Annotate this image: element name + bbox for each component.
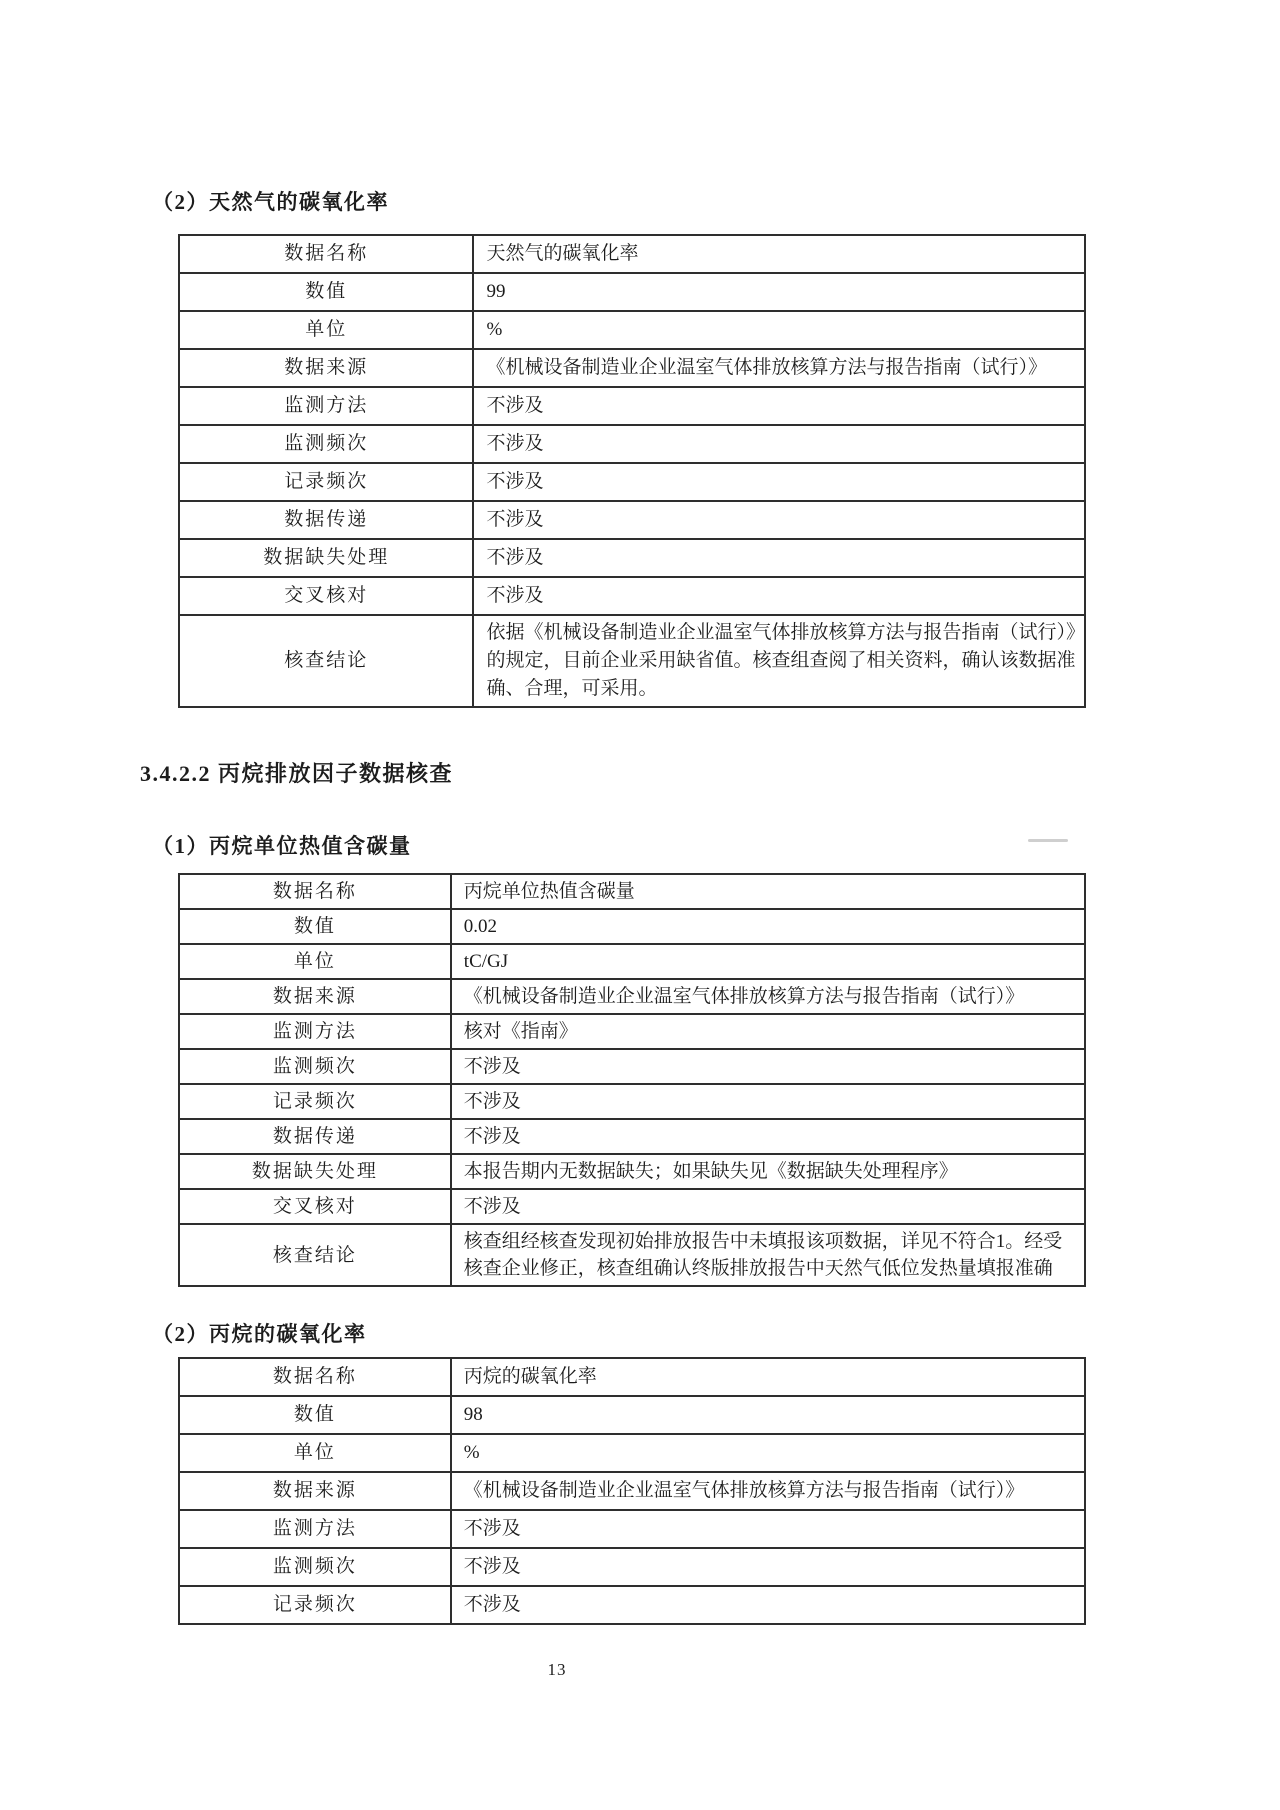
row-value: 核对《指南》: [451, 1014, 1085, 1049]
row-label: 单位: [179, 311, 473, 349]
table-row: [179, 909, 1085, 944]
row-value: tC/GJ: [451, 944, 1085, 979]
row-value: 不涉及: [473, 387, 1085, 425]
propane-carbon-content-table: [178, 873, 1086, 1287]
scan-artifact: [1028, 839, 1068, 842]
row-label: 监测频次: [179, 425, 473, 463]
row-label: 交叉核对: [179, 1189, 451, 1224]
table-row: [179, 1189, 1085, 1224]
row-value: 天然气的碳氧化率: [473, 235, 1085, 273]
row-value: 《机械设备制造业企业温室气体排放核算方法与报告指南（试行）》: [473, 349, 1085, 387]
table-row: [179, 425, 1085, 463]
table-row: [179, 1049, 1085, 1084]
row-value: 不涉及: [473, 501, 1085, 539]
row-value: 丙烷单位热值含碳量: [451, 874, 1085, 909]
table-row: [179, 1119, 1085, 1154]
row-label: 核查结论: [179, 1224, 451, 1286]
table-row: [179, 1434, 1085, 1472]
row-label: 数据传递: [179, 501, 473, 539]
row-value: 不涉及: [451, 1084, 1085, 1119]
row-label: 数据缺失处理: [179, 539, 473, 577]
row-label: 数值: [179, 909, 451, 944]
table-row: [179, 1396, 1085, 1434]
row-value: 不涉及: [451, 1049, 1085, 1084]
row-label: 数值: [179, 273, 473, 311]
table-row: [179, 539, 1085, 577]
heading-propane-carbon-content: （1）丙烷单位热值含碳量: [152, 834, 412, 858]
row-label: 记录频次: [179, 463, 473, 501]
table-row: [179, 463, 1085, 501]
row-value: 0.02: [451, 909, 1085, 944]
table-row: [179, 1224, 1085, 1286]
row-label: 数据名称: [179, 1358, 451, 1396]
heading-section-3-4-2-2: 3.4.2.2 丙烷排放因子数据核查: [140, 761, 454, 786]
table-row: [179, 1014, 1085, 1049]
row-label: 数据缺失处理: [179, 1154, 451, 1189]
row-label: 记录频次: [179, 1586, 451, 1624]
table-row: [179, 1084, 1085, 1119]
table-row: [179, 1510, 1085, 1548]
row-value: 本报告期内无数据缺失；如果缺失见《数据缺失处理程序》: [451, 1154, 1085, 1189]
row-label: 数据来源: [179, 349, 473, 387]
row-value: 不涉及: [451, 1510, 1085, 1548]
row-value: 核查组经核查发现初始排放报告中未填报该项数据，详见不符合1。经受核查企业修正，核查组确认终版排放报告中天然气低位发热量填报准确: [451, 1224, 1085, 1286]
row-label: 监测频次: [179, 1049, 451, 1084]
row-value: 98: [451, 1396, 1085, 1434]
table-row: [179, 311, 1085, 349]
row-label: 监测频次: [179, 1548, 451, 1586]
row-label: 单位: [179, 1434, 451, 1472]
row-label: 监测方法: [179, 1014, 451, 1049]
table-row: [179, 1548, 1085, 1586]
row-value: 不涉及: [451, 1189, 1085, 1224]
row-label: 数据名称: [179, 235, 473, 273]
row-value: 99: [473, 273, 1085, 311]
table-row: [179, 615, 1085, 707]
table-row: [179, 349, 1085, 387]
row-value: 不涉及: [451, 1119, 1085, 1154]
table-row: [179, 387, 1085, 425]
table-row: [179, 1472, 1085, 1510]
row-value: 《机械设备制造业企业温室气体排放核算方法与报告指南（试行）》: [451, 979, 1085, 1014]
row-label: 数据来源: [179, 979, 451, 1014]
row-value: 《机械设备制造业企业温室气体排放核算方法与报告指南（试行）》: [451, 1472, 1085, 1510]
row-value: 依据《机械设备制造业企业温室气体排放核算方法与报告指南（试行）》的规定，目前企业采用缺省值。核查组查阅了相关资料，确认该数据准确、合理，可采用。: [473, 615, 1085, 707]
row-label: 数据来源: [179, 1472, 451, 1510]
row-value: 不涉及: [473, 463, 1085, 501]
row-value: 不涉及: [451, 1586, 1085, 1624]
table-row: [179, 944, 1085, 979]
table-row: [179, 273, 1085, 311]
row-label: 核查结论: [179, 615, 473, 707]
propane-oxidation-table: [178, 1357, 1086, 1625]
row-label: 数据名称: [179, 874, 451, 909]
table-row: [179, 979, 1085, 1014]
heading-propane-oxidation-rate: （2）丙烷的碳氧化率: [152, 1322, 367, 1346]
table-row: [179, 874, 1085, 909]
table-row: [179, 1586, 1085, 1624]
row-value: 不涉及: [473, 577, 1085, 615]
page-number: 13: [547, 1660, 567, 1679]
row-label: 数值: [179, 1396, 451, 1434]
row-label: 单位: [179, 944, 451, 979]
heading-natural-gas-oxidation-rate: （2）天然气的碳氧化率: [152, 190, 389, 214]
natural-gas-oxidation-table: [178, 234, 1086, 708]
row-value: 不涉及: [451, 1548, 1085, 1586]
table-row: [179, 1154, 1085, 1189]
table-row: [179, 577, 1085, 615]
row-value: 不涉及: [473, 539, 1085, 577]
row-value: %: [473, 311, 1085, 349]
row-value: %: [451, 1434, 1085, 1472]
table-row: [179, 1358, 1085, 1396]
table-row: [179, 235, 1085, 273]
row-label: 数据传递: [179, 1119, 451, 1154]
table-row: [179, 501, 1085, 539]
row-label: 监测方法: [179, 387, 473, 425]
row-label: 交叉核对: [179, 577, 473, 615]
row-value: 丙烷的碳氧化率: [451, 1358, 1085, 1396]
row-label: 记录频次: [179, 1084, 451, 1119]
row-value: 不涉及: [473, 425, 1085, 463]
row-label: 监测方法: [179, 1510, 451, 1548]
